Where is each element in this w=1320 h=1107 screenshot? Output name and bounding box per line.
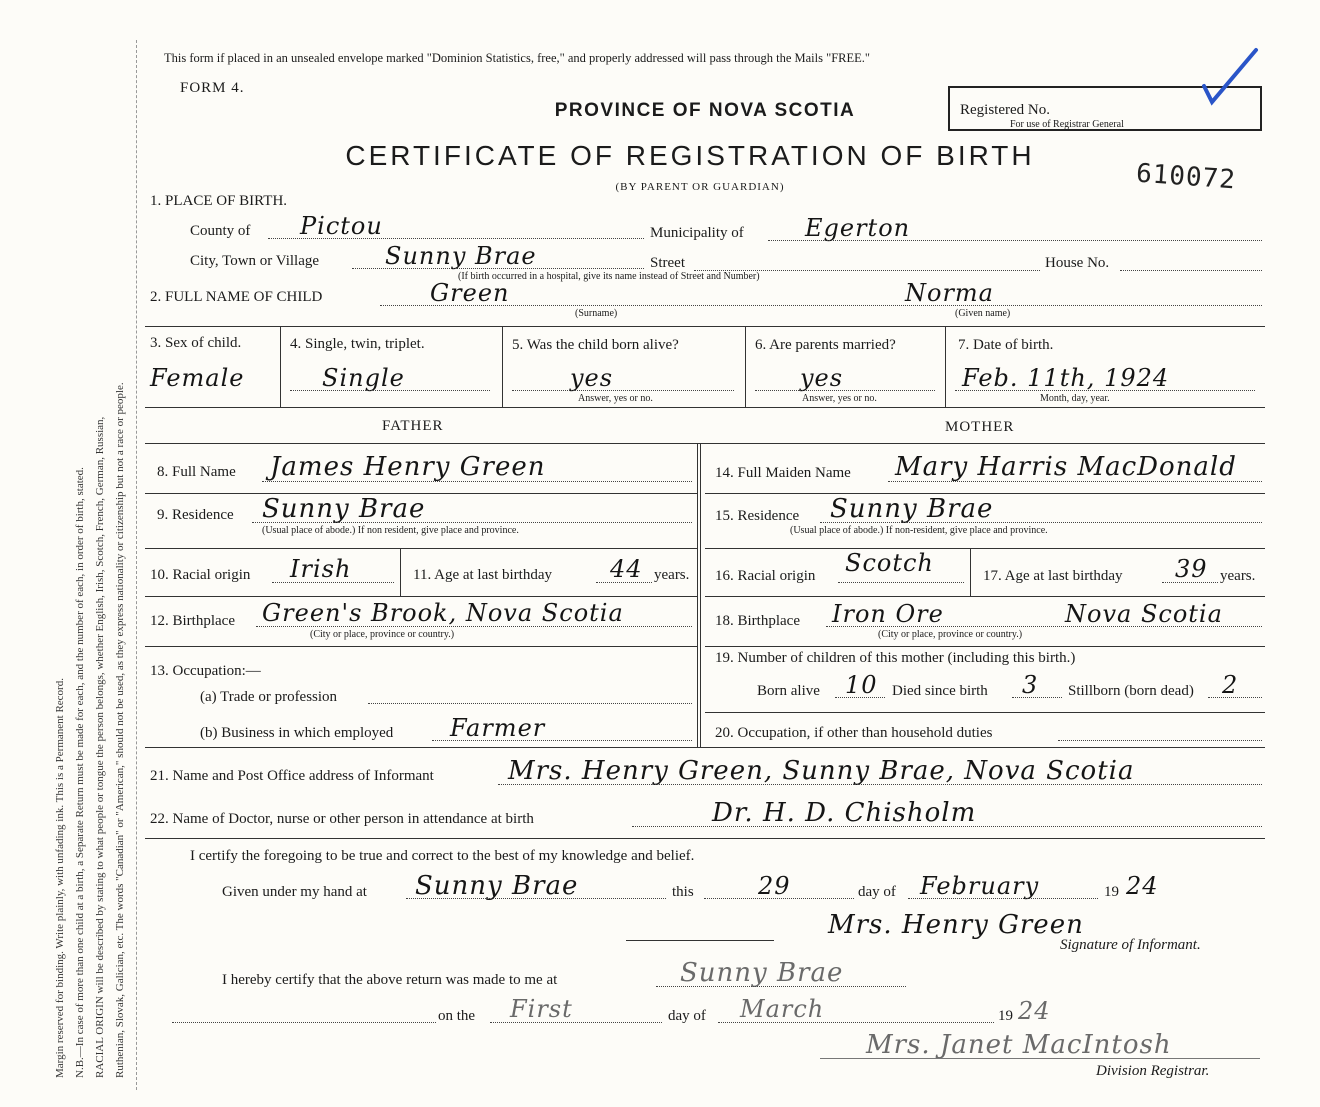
dob-label: 7. Date of birth. xyxy=(958,337,1054,353)
stillborn-line xyxy=(1208,697,1262,698)
mother-residence-line xyxy=(820,522,1262,523)
informant-label: 21. Name and Post Office address of Informant xyxy=(150,768,434,784)
father-age-years: years. xyxy=(654,567,690,583)
father-residence-caption: (Usual place of abode.) If non resident, give place and province. xyxy=(262,525,519,536)
hospital-note: (If birth occurred in a hospital, give its name instead of Street and Number) xyxy=(458,271,760,282)
father-age-label: 11. Age at last birthday xyxy=(413,567,552,583)
mother-age-label: 17. Age at last birthday xyxy=(983,568,1123,584)
father-heading: FATHER xyxy=(382,418,444,434)
municipality-line xyxy=(768,240,1262,241)
surname-caption: (Surname) xyxy=(575,308,618,319)
died-value: 3 xyxy=(1022,671,1039,699)
father-name-line xyxy=(262,481,692,482)
county-label: County of xyxy=(190,223,251,239)
signature-rule xyxy=(626,940,774,941)
county-line xyxy=(268,238,644,239)
municipality-label: Municipality of xyxy=(650,225,744,241)
doctor-line xyxy=(632,826,1262,827)
reg-day-of-label: day of xyxy=(668,1008,706,1024)
city-label: City, Town or Village xyxy=(190,253,320,269)
given-caption: (Given name) xyxy=(955,308,1011,319)
married-caption: Answer, yes or no. xyxy=(802,393,877,404)
county-value: Pictou xyxy=(300,212,383,240)
mother-race-line xyxy=(838,582,964,583)
registrar-signature: Mrs. Janet MacIntosh xyxy=(866,1030,1172,1060)
father-race-label: 10. Racial origin xyxy=(150,567,251,583)
page-title: CERTIFICATE OF REGISTRATION OF BIRTH xyxy=(345,140,1035,171)
occupation-label: 13. Occupation:— xyxy=(150,663,261,679)
postal-notice: This form if placed in an unsealed envelope marked "Dominion Statistics, free," and properly addressed will pass through the Mails "FREE." xyxy=(164,51,871,65)
registration-month-line xyxy=(718,1022,994,1023)
plurality-value: Single xyxy=(322,364,405,392)
registration-day-value: First xyxy=(510,995,573,1023)
rule-m-15 xyxy=(705,548,1265,549)
rule-col-2 xyxy=(502,326,503,407)
rule-m-age-divider xyxy=(970,548,971,596)
father-birthplace-value: Green's Brook, Nova Scotia xyxy=(262,599,624,627)
page-subtitle: (BY PARENT OR GUARDIAN) xyxy=(615,181,785,193)
child-given-name: Norma xyxy=(905,279,994,307)
died-line xyxy=(1012,697,1062,698)
day-of-label: day of xyxy=(858,884,896,900)
stillborn-value: 2 xyxy=(1222,671,1239,699)
rule-parents-head xyxy=(145,443,1265,444)
father-residence-line xyxy=(252,522,692,523)
alive-label: 5. Was the child born alive? xyxy=(512,337,679,353)
reg-year-suffix: 24 xyxy=(1018,997,1051,1025)
given-month-value: February xyxy=(920,872,1040,900)
mother-occupation-line xyxy=(1058,740,1262,741)
born-alive-line xyxy=(835,697,885,698)
mother-age-line xyxy=(1162,582,1218,583)
rule-parents-divider xyxy=(697,443,701,747)
father-residence-value: Sunny Brae xyxy=(262,494,426,524)
father-age-value: 44 xyxy=(610,555,643,583)
mother-birthplace-label: 18. Birthplace xyxy=(715,613,800,629)
rule-parents-bottom xyxy=(145,747,1265,748)
given-year-prefix: 19 xyxy=(1104,884,1119,900)
dob-line xyxy=(955,390,1255,391)
father-name-label: 8. Full Name xyxy=(157,464,236,480)
dob-value: Feb. 11th, 1924 xyxy=(962,364,1170,392)
business-value: Farmer xyxy=(450,714,546,742)
married-value: yes xyxy=(800,364,844,392)
rule-certification-top xyxy=(145,838,1265,839)
alive-line xyxy=(512,390,734,391)
rule-f-9 xyxy=(145,548,697,549)
registrar-place-line xyxy=(656,986,906,987)
married-line xyxy=(755,390,935,391)
place-of-birth-heading: 1. PLACE OF BIRTH. xyxy=(150,193,288,209)
given-day-line xyxy=(704,898,854,899)
mother-race-label: 16. Racial origin xyxy=(715,568,816,584)
father-race-value: Irish xyxy=(290,555,352,583)
given-month-line xyxy=(908,898,1098,899)
registrar-caption: Division Registrar. xyxy=(1096,1063,1210,1079)
house-label: House No. xyxy=(1045,255,1110,271)
informant-line xyxy=(498,784,1262,785)
registrar-statement: I hereby certify that the above return was made to me at xyxy=(222,972,558,988)
city-value: Sunny Brae xyxy=(385,242,537,270)
stillborn-label: Stillborn (born dead) xyxy=(1068,683,1194,699)
given-day-value: 29 xyxy=(758,872,791,900)
plurality-label: 4. Single, twin, triplet. xyxy=(290,336,425,352)
rule-col-3 xyxy=(745,326,746,407)
sex-value: Female xyxy=(150,364,245,392)
doctor-value: Dr. H. D. Chisholm xyxy=(712,798,977,828)
this-label: this xyxy=(672,884,694,900)
margin-note-racial: RACIAL ORIGIN will be described by stating to what people or tongue the person belongs, whether English, Irish, Scotch, French, German, Russian, xyxy=(94,416,106,1078)
city-line xyxy=(352,268,644,269)
plurality-line xyxy=(290,390,490,391)
rule-row-3-bottom xyxy=(145,407,1265,408)
registrar-use-note: For use of Registrar General xyxy=(1010,119,1124,130)
margin-note-racial-cont: Ruthenian, Slovak, Galician, etc. The words "Canadian" or "American," should not be used, as they express nationality or citizenship but not a race or people. xyxy=(114,382,126,1078)
dob-caption: Month, day, year. xyxy=(1040,393,1110,404)
mother-birthplace-caption: (City or place, province or country.) xyxy=(878,629,1023,640)
father-birthplace-label: 12. Birthplace xyxy=(150,613,235,629)
given-year-suffix: 24 xyxy=(1126,872,1159,900)
business-label: (b) Business in which employed xyxy=(200,725,394,741)
rule-m-16 xyxy=(705,596,1265,597)
given-under-label: Given under my hand at xyxy=(222,884,367,900)
municipality-value: Egerton xyxy=(805,214,911,242)
mother-name-label: 14. Full Maiden Name xyxy=(715,465,851,481)
rule-f-age-divider xyxy=(400,548,401,596)
child-surname: Green xyxy=(430,279,510,307)
given-place-line xyxy=(406,898,666,899)
street-label: Street xyxy=(650,255,685,271)
rule-top-row xyxy=(145,326,1265,327)
mother-name-value: Mary Harris MacDonald xyxy=(895,452,1237,482)
mother-occupation-label: 20. Occupation, if other than household duties xyxy=(715,725,993,741)
given-place-value: Sunny Brae xyxy=(415,871,579,901)
father-birthplace-line xyxy=(256,626,692,627)
rule-f-10 xyxy=(145,596,697,597)
on-the-label: on the xyxy=(438,1008,476,1024)
house-line xyxy=(1120,270,1262,271)
mother-age-value: 39 xyxy=(1175,555,1208,583)
margin-note-nb: N.B.—In case of more than one child at a birth, a Separate Return must be made for each, and the number of each, in order of birth, stated. xyxy=(74,467,86,1078)
registrar-rule xyxy=(820,1058,1260,1059)
father-name-value: James Henry Green xyxy=(270,452,546,482)
children-count-label: 19. Number of children of this mother (including this birth.) xyxy=(715,650,1076,666)
registered-number: 610072 xyxy=(1135,158,1237,196)
father-residence-label: 9. Residence xyxy=(157,507,234,523)
doctor-label: 22. Name of Doctor, nurse or other person in attendance at birth xyxy=(150,811,534,827)
informant-value: Mrs. Henry Green, Sunny Brae, Nova Scotia xyxy=(508,756,1135,786)
rule-m-18 xyxy=(705,646,1265,647)
rule-m-19 xyxy=(705,712,1265,713)
informant-signature: Mrs. Henry Green xyxy=(828,910,1084,940)
form-number: FORM 4. xyxy=(180,80,245,96)
business-line xyxy=(432,740,692,741)
margin-binding-line xyxy=(136,40,137,1090)
blue-check-icon xyxy=(1200,46,1260,106)
born-alive-label: Born alive xyxy=(757,683,820,699)
married-label: 6. Are parents married? xyxy=(755,337,896,353)
mother-birthplace-line xyxy=(826,626,1262,627)
registration-month-value: March xyxy=(740,995,825,1023)
mother-residence-label: 15. Residence xyxy=(715,508,800,524)
mother-age-years: years. xyxy=(1220,568,1256,584)
mother-heading: MOTHER xyxy=(945,419,1015,435)
reg-year-prefix: 19 xyxy=(998,1008,1013,1024)
father-race-line xyxy=(272,582,394,583)
mother-residence-value: Sunny Brae xyxy=(830,494,994,524)
born-alive-value: 10 xyxy=(845,671,878,699)
died-label: Died since birth xyxy=(892,683,988,699)
on-the-lead-line xyxy=(172,1022,436,1023)
alive-caption: Answer, yes or no. xyxy=(578,393,653,404)
alive-value: yes xyxy=(570,364,614,392)
certify-statement: I certify the foregoing to be true and correct to the best of my knowledge and belief. xyxy=(190,848,695,864)
mother-birthplace-province: Nova Scotia xyxy=(1065,600,1223,628)
sex-label: 3. Sex of child. xyxy=(150,335,242,351)
mother-residence-caption: (Usual place of abode.) If non-resident, give place and province. xyxy=(790,525,1048,536)
margin-note-binding: Margin reserved for binding. Write plainly, with unfading ink. This is a Permanent Record. xyxy=(54,678,66,1078)
province-heading: PROVINCE OF NOVA SCOTIA xyxy=(554,100,856,121)
trade-line xyxy=(368,703,692,704)
signature-caption: Signature of Informant. xyxy=(1060,937,1201,953)
father-age-line xyxy=(596,582,652,583)
registrar-place-value: Sunny Brae xyxy=(680,958,844,988)
child-name-label: 2. FULL NAME OF CHILD xyxy=(150,289,323,305)
child-name-line xyxy=(380,305,1262,306)
mother-birthplace-town: Iron Ore xyxy=(832,600,944,628)
registered-label: Registered No. xyxy=(960,102,1050,118)
father-birthplace-caption: (City or place, province or country.) xyxy=(310,629,455,640)
mother-race-value: Scotch xyxy=(845,549,934,577)
rule-f-12 xyxy=(145,646,697,647)
registration-day-line xyxy=(490,1022,662,1023)
rule-col-4 xyxy=(945,326,946,407)
trade-label: (a) Trade or profession xyxy=(200,689,338,705)
rule-col-1 xyxy=(280,326,281,407)
mother-name-line xyxy=(888,481,1262,482)
